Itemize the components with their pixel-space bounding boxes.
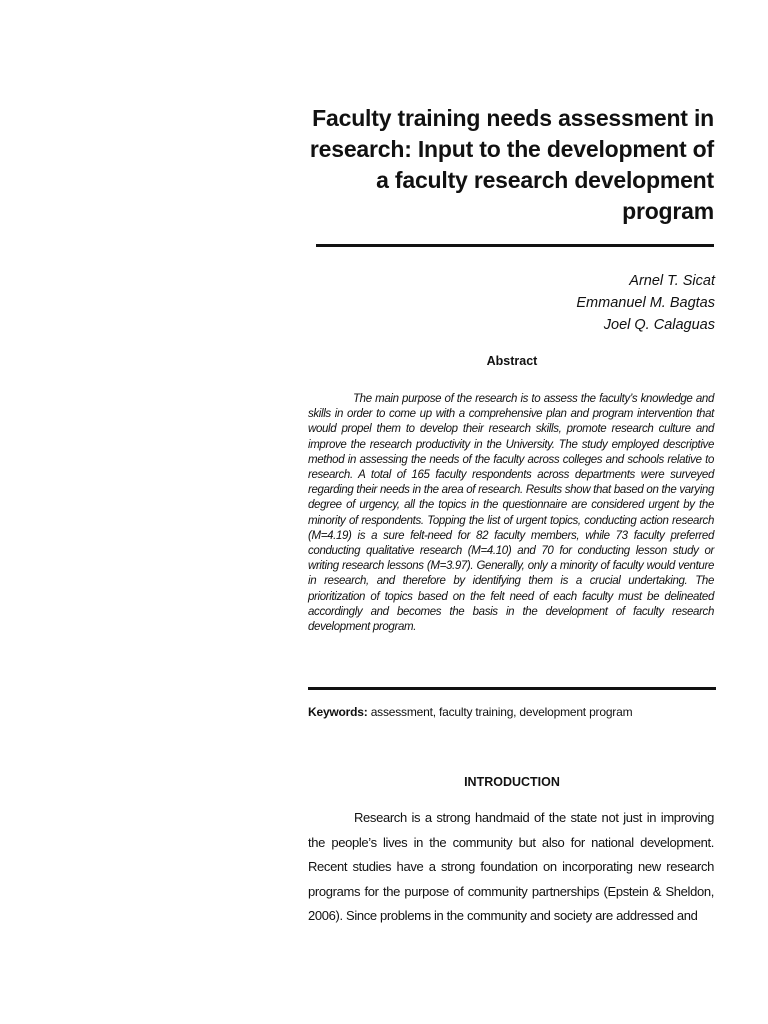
author-name: Emmanuel M. Bagtas [576,295,715,311]
author-name: Joel Q. Calaguas [603,317,715,333]
keywords-label: Keywords: [308,705,368,719]
author-name: Arnel T. Sicat [629,273,715,289]
paper-title: Faculty training needs assessment in research: Input to the development of a faculty research development program [309,105,714,224]
keywords-line [308,704,718,720]
introduction-text: Research is a strong handmaid of the state not just in improving the people’s lives in the community but also for national development. Recent studies have a strong foundation on incorporating new research programs for the purpose of community partnerships (Epstein & Sheldon, 2006). Since problems in the community and society are addressed and [308,810,714,923]
introduction-heading: INTRODUCTION [464,775,560,789]
abstract-text: The main purpose of the research is to assess the faculty’s knowledge and skills in order to come up with a comprehensive plan and program intervention that would propel them to develop their research skills, promote research culture and improve the research productivity in the University. The study employed descriptive method in assessing the needs of the faculty across colleges and schools relative to research. A total of 165 faculty respondents across departments were surveyed regarding their needs in the area of research. Results show that based on the varying degree of urgency, all the topics in the questionnaire are considered urgent by the minority of respondents. Topping the list of urgent topics, conducting action research (M=4.19) is a sure felt-need for 82 faculty members, while 73 faculty preferred conducting qualitative research (M=4.10) and 70 for conducting lesson study or writing research lessons (M=3.97). Generally, only a minority of faculty would venture in research, and therefore by identifying them is a crucial undertaking. The prioritization of topics based on the felt need of each faculty must be delineated accordingly and becomes the basis in the development of faculty research development program. [308,393,714,634]
abstract-heading: Abstract [486,354,538,368]
abstract-divider [308,687,716,690]
keywords-text: assessment, faculty training, development program [367,705,633,719]
title-divider [316,244,714,247]
author-list [430,270,715,336]
